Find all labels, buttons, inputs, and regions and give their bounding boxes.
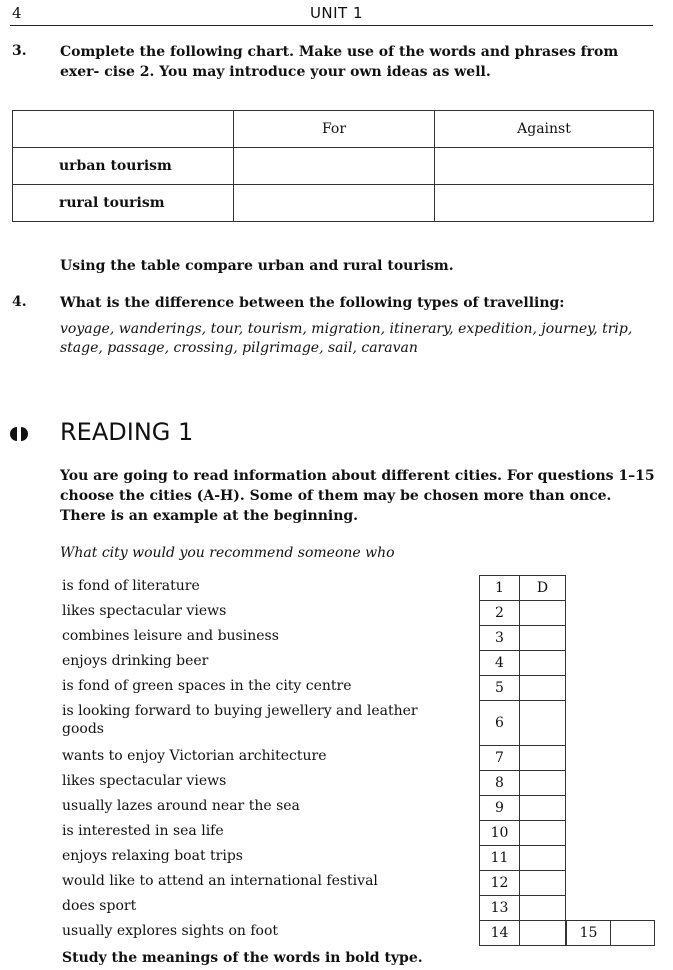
question-text: is fond of literature — [62, 578, 200, 594]
question-text: is looking forward to buying jewellery and leather goods — [62, 703, 418, 737]
answer-box[interactable] — [519, 895, 566, 921]
question-text: does sport — [62, 898, 137, 914]
question-text: usually explores sights on foot — [62, 923, 279, 939]
chart-header-for: For — [234, 111, 435, 148]
question-text: enjoys drinking beer — [62, 653, 209, 669]
question-number: 15 — [566, 920, 611, 946]
reading-intro: You are going to read information about different cities. For questions 1–15 choose the cities (A-H). Some of them may be chosen more than once. There is an example at the beginning. — [60, 468, 655, 524]
question-number: 2 — [479, 600, 520, 626]
chart-header-against: Against — [435, 111, 654, 148]
question-text: likes spectacular views — [62, 773, 227, 789]
task4-question: What is the difference between the following types of travelling: — [60, 295, 565, 311]
chart-cell-against[interactable] — [435, 148, 654, 185]
answer-box[interactable] — [519, 920, 566, 946]
answer-box[interactable] — [519, 820, 566, 846]
chart-cell-for[interactable] — [234, 185, 435, 222]
reading-footer: Study the meanings of the words in bold type. — [62, 950, 423, 966]
unit-title: UNIT 1 — [309, 4, 364, 22]
answer-box[interactable] — [610, 920, 655, 946]
task3-instruction: Complete the following chart. Make use of the words and phrases from exer- cise 2. You may introduce your own ideas as well. — [60, 44, 619, 80]
question-number: 7 — [479, 745, 520, 771]
answer-box[interactable] — [519, 675, 566, 701]
task3-number: 3. — [12, 43, 27, 59]
answer-box[interactable] — [519, 795, 566, 821]
page-number: 4 — [12, 4, 22, 22]
reading-prompt: What city would you recommend someone who — [60, 545, 395, 561]
chart-cell-for[interactable] — [234, 148, 435, 185]
answer-box[interactable] — [519, 700, 566, 746]
reading-icon — [8, 426, 30, 442]
answer-box[interactable]: D — [519, 575, 566, 601]
question-text: is interested in sea life — [62, 823, 224, 839]
task4-word-list: voyage, wanderings, tour, tourism, migration, itinerary, expedition, journey, trip, stage, passage, crossing, pilgrimage, sail, caravan — [60, 321, 633, 356]
question-number: 5 — [479, 675, 520, 701]
answer-box[interactable] — [519, 845, 566, 871]
question-text: usually lazes around near the sea — [62, 798, 300, 814]
chart-header-empty — [13, 111, 234, 148]
question-text: wants to enjoy Victorian architecture — [62, 748, 327, 764]
task3-followup: Using the table compare urban and rural tourism. — [60, 258, 454, 274]
question-number: 10 — [479, 820, 520, 846]
question-text: combines leisure and business — [62, 628, 279, 644]
chart-cell-against[interactable] — [435, 185, 654, 222]
question-number: 11 — [479, 845, 520, 871]
question-number: 14 — [479, 920, 520, 946]
question-text: would like to attend an international festival — [62, 873, 378, 889]
answer-box[interactable] — [519, 600, 566, 626]
answer-box[interactable] — [519, 745, 566, 771]
question-number: 9 — [479, 795, 520, 821]
reading-heading: READING 1 — [60, 418, 194, 446]
question-number: 12 — [479, 870, 520, 896]
question-number: 1 — [479, 575, 520, 601]
task4-number: 4. — [12, 294, 27, 310]
question-number: 13 — [479, 895, 520, 921]
question-number: 6 — [479, 700, 520, 746]
header-rule — [10, 25, 653, 26]
comparison-chart — [12, 110, 654, 222]
answer-box[interactable] — [519, 625, 566, 651]
question-number: 8 — [479, 770, 520, 796]
answer-box[interactable] — [519, 650, 566, 676]
question-number: 3 — [479, 625, 520, 651]
chart-row-label: rural tourism — [13, 185, 234, 222]
answer-box[interactable] — [519, 870, 566, 896]
question-number: 4 — [479, 650, 520, 676]
chart-row-label: urban tourism — [13, 148, 234, 185]
question-text: likes spectacular views — [62, 603, 227, 619]
answer-box[interactable] — [519, 770, 566, 796]
question-text: enjoys relaxing boat trips — [62, 848, 243, 864]
question-text: is fond of green spaces in the city centre — [62, 678, 352, 694]
